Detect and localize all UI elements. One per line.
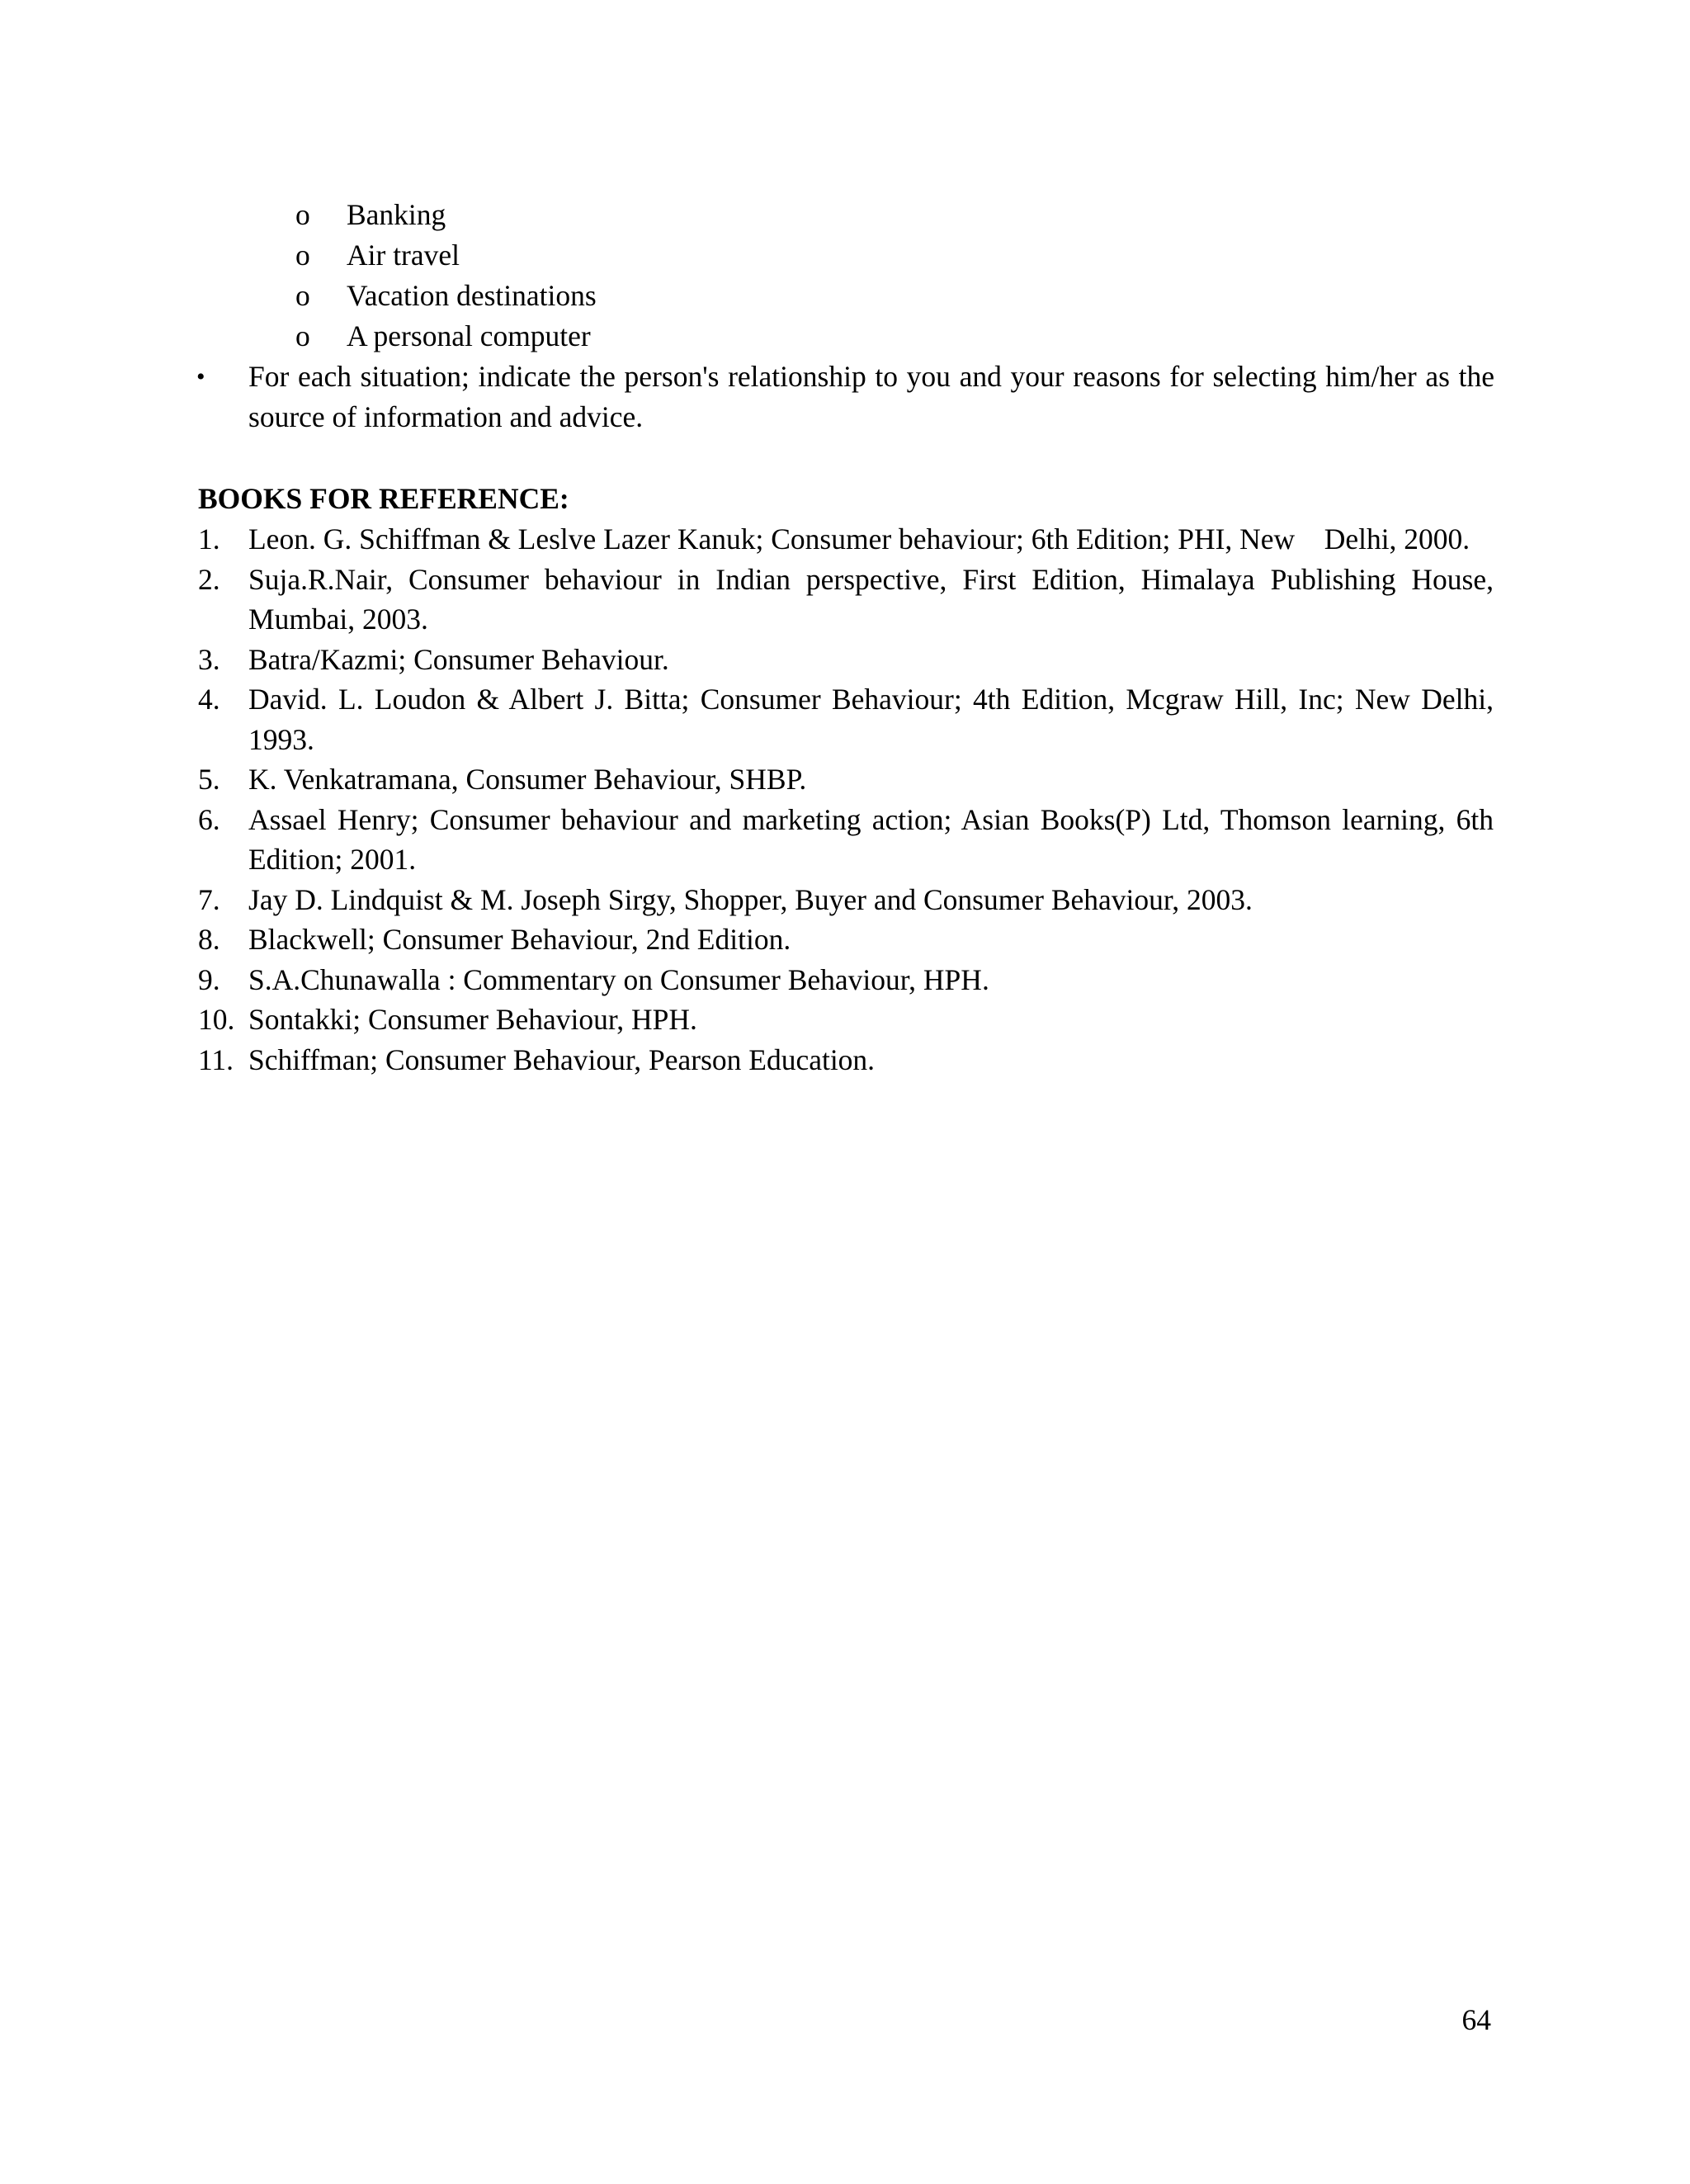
sub-bullet-marker: o	[295, 319, 310, 352]
reference-list	[198, 519, 1494, 1080]
reference-number: 2.	[198, 562, 220, 596]
reference-item	[198, 919, 1494, 960]
reference-text: Blackwell; Consumer Behaviour, 2nd Edition.	[248, 923, 791, 956]
reference-number: 11.	[198, 1042, 234, 1076]
bullet-marker: •	[196, 363, 205, 390]
reference-item	[198, 640, 1494, 680]
reference-item	[198, 880, 1494, 920]
reference-item	[198, 679, 1494, 759]
reference-item	[198, 519, 1494, 560]
reference-item	[198, 560, 1494, 640]
page-number: 64	[1461, 2003, 1491, 2036]
reference-text: Suja.R.Nair, Consumer behaviour in Indian perspective, First Edition, Himalaya Publishing House, Mumbai, 2003.	[248, 562, 1494, 636]
sub-bullet-marker: o	[295, 239, 310, 272]
reference-number: 4.	[198, 683, 220, 716]
reference-item	[198, 800, 1494, 880]
sub-bullet-marker: o	[295, 198, 310, 231]
reference-number: 10.	[198, 1003, 235, 1036]
reference-text: David. L. Loudon & Albert J. Bitta; Consumer Behaviour; 4th Edition, Mcgraw Hill, Inc; New Delhi, 1993.	[248, 683, 1494, 756]
reference-item	[198, 759, 1494, 800]
sub-bullet-text: Vacation destinations	[347, 279, 597, 312]
reference-number: 8.	[198, 923, 220, 956]
sub-bullet-text: Air travel	[347, 239, 460, 272]
reference-text: K. Venkatramana, Consumer Behaviour, SHBP.	[248, 763, 807, 796]
bullet-text: For each situation; indicate the person's relationship to you and your reasons for selecting him/her as the source of information and advice.	[248, 360, 1494, 433]
reference-number: 9.	[198, 962, 220, 996]
section-heading: BOOKS FOR REFERENCE:	[198, 482, 569, 515]
reference-text: Jay D. Lindquist & M. Joseph Sirgy, Shopper, Buyer and Consumer Behaviour, 2003.	[248, 882, 1253, 916]
sub-bullet-marker: o	[295, 279, 310, 312]
reference-text: Sontakki; Consumer Behaviour, HPH.	[248, 1003, 697, 1036]
reference-text: Batra/Kazmi; Consumer Behaviour.	[248, 642, 669, 676]
reference-number: 1.	[198, 522, 220, 555]
reference-text: Leon. G. Schiffman & Leslve Lazer Kanuk; Consumer behaviour; 6th Edition; PHI, New Delhi, 2000.	[248, 522, 1470, 555]
reference-item	[198, 960, 1494, 1000]
reference-number: 3.	[198, 642, 220, 676]
reference-item	[198, 1000, 1494, 1040]
reference-text: S.A.Chunawalla : Commentary on Consumer Behaviour, HPH.	[248, 962, 989, 996]
reference-number: 6.	[198, 802, 220, 836]
sub-bullet-text: A personal computer	[347, 319, 591, 352]
reference-item	[198, 1040, 1494, 1080]
reference-number: 5.	[198, 763, 220, 796]
reference-number: 7.	[198, 882, 220, 916]
reference-text: Schiffman; Consumer Behaviour, Pearson Education.	[248, 1042, 876, 1076]
reference-text: Assael Henry; Consumer behaviour and marketing action; Asian Books(P) Ltd, Thomson learning, 6th Edition; 2001.	[248, 802, 1494, 876]
sub-bullet-text: Banking	[347, 198, 446, 231]
